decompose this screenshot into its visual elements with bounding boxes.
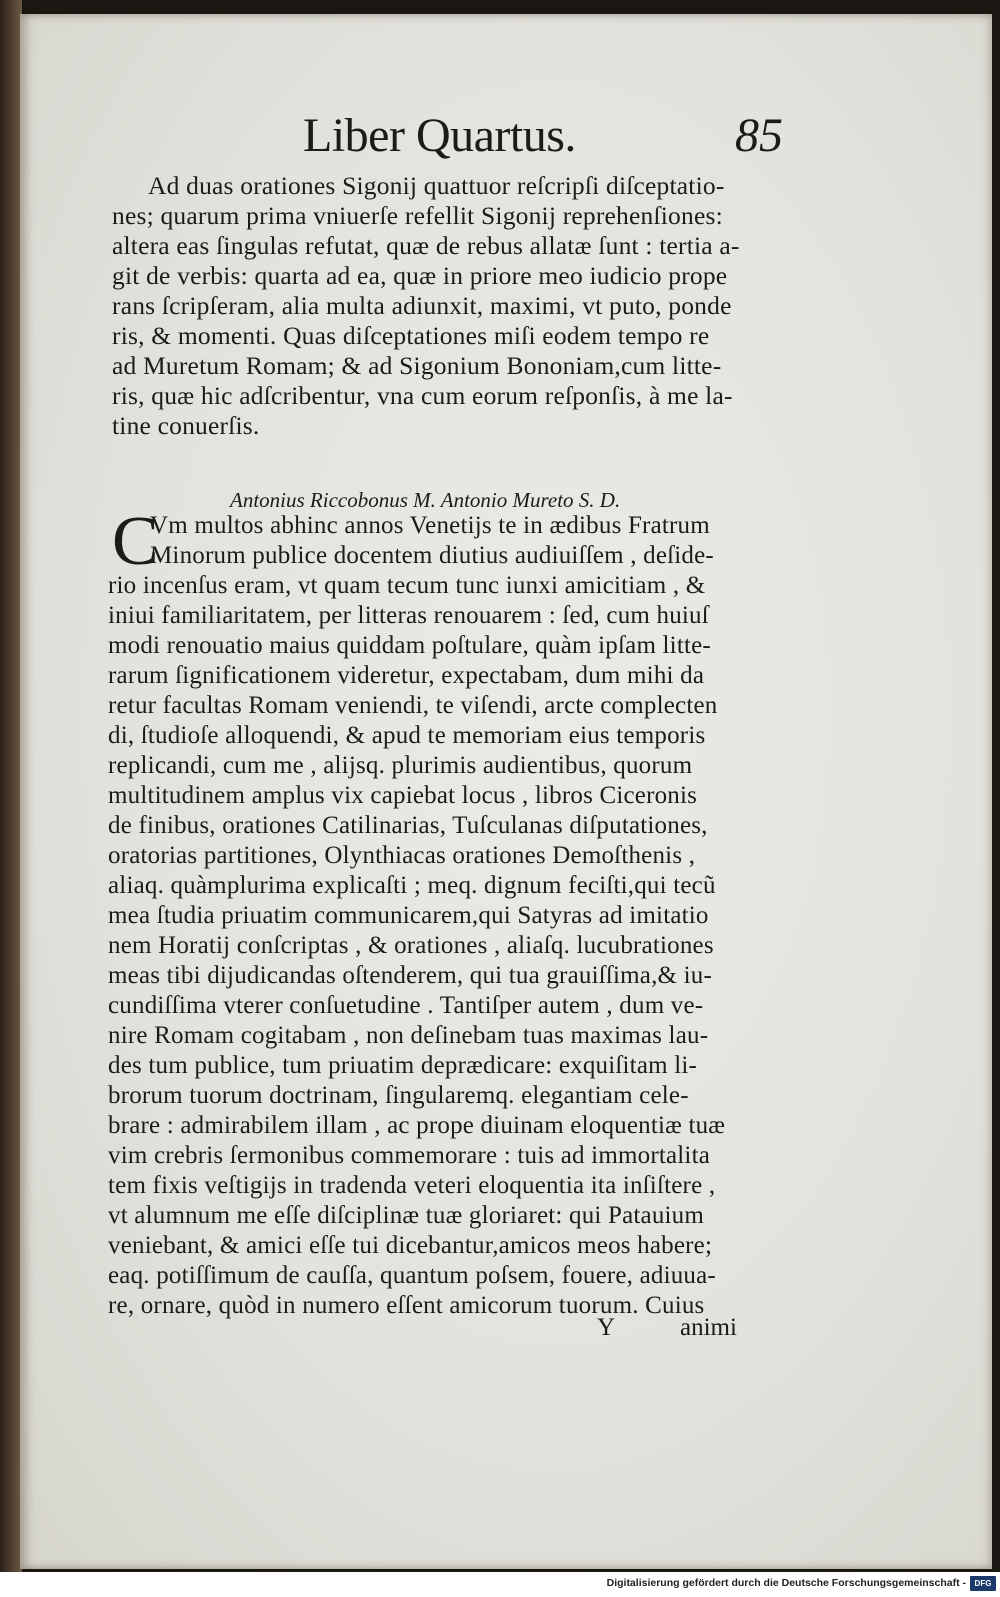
text-line: Vm multos abhinc annos Venetijs te in ædibus Fratrum xyxy=(150,512,710,539)
text-line: Ad duas orationes Sigonij quattuor reſcripſi diſceptatio- xyxy=(148,171,725,200)
text-line: veniebant, & amici eſſe tui dicebantur,amicos meos habere; xyxy=(108,1232,713,1259)
text-line: rans ſcripſeram, alia multa adiunxit, maximi, vt puto, ponde xyxy=(112,291,732,320)
text-line: nire Romam cogitabam , non deſinebam tuas maximas lau- xyxy=(108,1022,709,1049)
text-line: di, ſtudioſe alloquendi, & apud te memoriam eius temporis xyxy=(108,722,706,749)
text-line: mea ſtudia priuatim communicarem,qui Satyras ad imitatio xyxy=(108,902,709,929)
text-line: aliaq. quàmplurima explicaſti ; meq. dignum feciſti,qui tecũ xyxy=(108,872,716,899)
letter-heading: Antonius Riccobonus M. Antonio Mureto S. D. xyxy=(230,488,621,512)
running-head xyxy=(20,106,992,176)
text-line: iniui familiaritatem, per litteras renouarem : ſed, cum huiuſ xyxy=(108,602,709,629)
text-line: vt alumnum me eſſe diſciplinæ tuæ gloriaret: qui Patauium xyxy=(108,1202,705,1229)
digitization-footer xyxy=(0,1572,1000,1597)
text-line: nes; quarum prima vniuerſe refellit Sigonij reprehenſiones: xyxy=(112,201,723,230)
text-line: rarum ſignificationem videretur, expectabam, dum mihi da xyxy=(108,662,705,689)
text-line: ris, quæ hic adſcribentur, vna cum eorum reſponſis, à me la- xyxy=(112,381,733,410)
funding-credit: Digitalisierung gefördert durch die Deutsche Forschungsgemeinschaft - xyxy=(606,1577,966,1589)
text-line: oratorias partitiones, Olynthiacas orationes Demoſthenis , xyxy=(108,842,696,869)
text-line: tem fixis veſtigijs in tradenda veteri eloquentia ita inſiſtere , xyxy=(108,1172,716,1199)
text-line: replicandi, cum me , alijsq. plurimis audientibus, quorum xyxy=(108,752,693,779)
book-page xyxy=(20,14,992,1569)
text-line: rio incenſus eram, vt quam tecum tunc iunxi amicitiam , & xyxy=(108,572,706,599)
drop-cap: C xyxy=(112,503,159,580)
catchword: animi xyxy=(680,1314,737,1341)
text-line: tine conuerſis. xyxy=(112,411,260,440)
text-line: vim crebris ſermonibus commemorare : tuis ad immortalita xyxy=(108,1142,711,1169)
text-line: altera eas ſingulas refutat, quæ de rebus allatæ ſunt : tertia a- xyxy=(112,231,740,260)
text-line: git de verbis: quarta ad ea, quæ in priore meo iudicio prope xyxy=(112,261,728,290)
book-binding-edge xyxy=(0,0,22,1597)
text-line: des tum publice, tum priuatim deprædicare: exquiſitam li- xyxy=(108,1052,698,1079)
text-line: ris, & momenti. Quas diſceptationes miſi eodem tempo re xyxy=(112,321,710,350)
running-head-title: Liber Quartus. xyxy=(303,109,576,162)
text-line: cundiſſima vterer conſuetudine . Tantiſper autem , dum ve- xyxy=(108,992,704,1019)
dfg-logo: DFG xyxy=(970,1576,996,1591)
text-line: modi renouatio maius quiddam poſtulare, quàm ipſam litte- xyxy=(108,632,711,659)
text-line: multitudinem amplus vix capiebat locus , libros Ciceronis xyxy=(108,782,698,809)
text-line: nem Horatij conſcriptas , & orationes , aliaſq. lucubrationes xyxy=(108,932,714,959)
text-line: Minorum publice docentem diutius audiuiſſem , deſide- xyxy=(150,542,714,569)
text-line: meas tibi dijudicandas oſtenderem, qui tua grauiſſima,& iu- xyxy=(108,962,713,989)
text-line: ad Muretum Romam; & ad Sigonium Bononiam,cum litte- xyxy=(112,351,722,380)
text-line: de finibus, orationes Catilinarias, Tuſculanas diſputationes, xyxy=(108,812,708,839)
text-line: brorum tuorum doctrinam, ſingularemq. elegantiam cele- xyxy=(108,1082,689,1109)
text-line: brare : admirabilem illam , ac prope diuinam eloquentiæ tuæ xyxy=(108,1112,726,1139)
text-line: retur facultas Romam veniendi, te viſendi, arcte complecten xyxy=(108,692,718,719)
text-line: re, ornare, quòd in numero eſſent amicorum tuorum. Cuius xyxy=(108,1292,705,1319)
signature-mark: Y xyxy=(597,1314,616,1341)
page-number: 85 xyxy=(735,109,783,162)
text-line: eaq. potiſſimum de cauſſa, quantum poſsem, fouere, adiuua- xyxy=(108,1262,716,1289)
catchword-row xyxy=(20,1312,992,1348)
